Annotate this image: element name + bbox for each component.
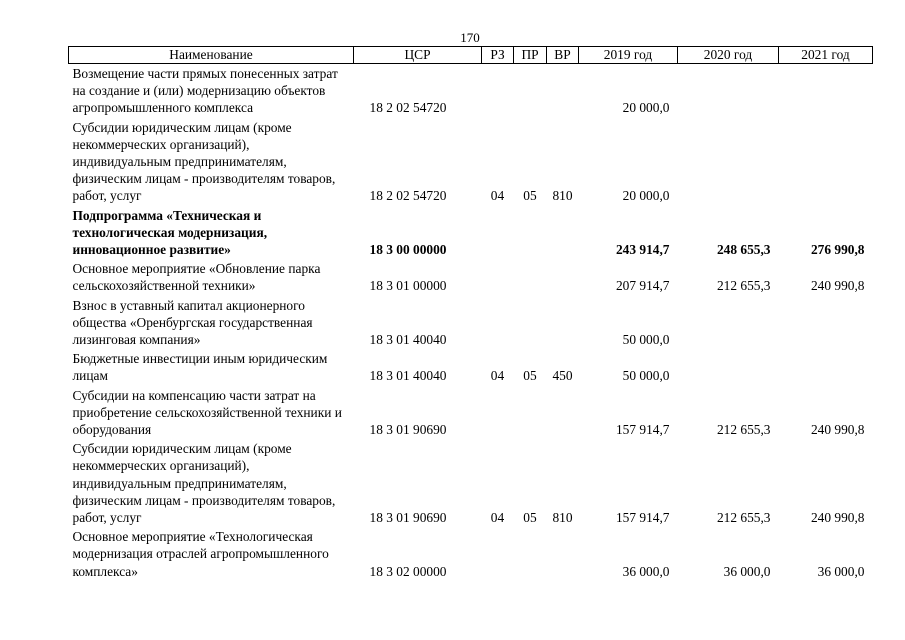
cell-name: Субсидии на компенсацию части затрат на приобретение сельскохозяйственной техники и оборудования [72, 387, 342, 438]
cell-rz [482, 64, 514, 118]
cell-vr: 810 [552, 188, 573, 204]
cell-vr [547, 206, 579, 260]
header-vr: ВР [547, 47, 579, 64]
cell-pr [514, 386, 547, 440]
cell-2020 [678, 349, 779, 385]
cell-pr [514, 527, 547, 581]
cell-rz [482, 206, 514, 260]
cell-vr [547, 259, 579, 295]
cell-vr [547, 386, 579, 440]
cell-2021 [779, 118, 873, 206]
header-name: Наименование [69, 47, 354, 64]
cell-csr: 18 3 00 00000 [369, 242, 447, 258]
cell-2021 [779, 64, 873, 118]
cell-2019: 157 914,7 [615, 422, 670, 438]
cell-2021 [779, 296, 873, 350]
cell-2021: 276 990,8 [810, 242, 865, 258]
header-csr: ЦСР [354, 47, 482, 64]
cell-csr: 18 3 01 00000 [369, 278, 447, 294]
table-row [69, 527, 873, 581]
cell-2020 [678, 118, 779, 206]
cell-rz [482, 386, 514, 440]
table-header-row [69, 47, 873, 64]
cell-2019: 20 000,0 [622, 188, 670, 204]
table-body [69, 64, 873, 581]
cell-vr [547, 64, 579, 118]
header-pr: ПР [514, 47, 547, 64]
cell-2021: 240 990,8 [810, 422, 865, 438]
cell-rz: 04 [490, 368, 505, 384]
cell-2020: 248 655,3 [716, 242, 771, 258]
cell-rz [482, 527, 514, 581]
cell-csr: 18 2 02 54720 [369, 188, 447, 204]
table-row [69, 118, 873, 206]
cell-name: Субсидии юридическим лицам (кроме некоммерческих организаций), индивидуальным предпринимателям, физическим лицам - производителям товаров, работ, услуг [72, 441, 336, 526]
cell-vr: 450 [552, 368, 573, 384]
cell-2020: 212 655,3 [716, 510, 771, 526]
table-row [69, 206, 873, 260]
cell-pr [514, 296, 547, 350]
cell-csr: 18 2 02 54720 [369, 100, 447, 116]
cell-rz: 04 [490, 510, 505, 526]
cell-2019: 50 000,0 [622, 332, 670, 348]
cell-rz [482, 296, 514, 350]
cell-name: Основное мероприятие «Технологическая модернизация отраслей агропромышленного комплекса» [72, 529, 329, 579]
cell-pr [514, 206, 547, 260]
cell-rz: 04 [490, 188, 505, 204]
table-row [69, 296, 873, 350]
cell-name: Подпрограмма «Техническая и технологическая модернизация, инновационное развитие» [72, 207, 268, 258]
cell-pr: 05 [523, 368, 537, 384]
header-2019: 2019 год [579, 47, 678, 64]
cell-2021: 240 990,8 [810, 510, 865, 526]
cell-pr: 05 [523, 510, 537, 526]
cell-name: Основное мероприятие «Обновление парка сельскохозяйственной техники» [72, 261, 321, 294]
table-row [69, 349, 873, 385]
table-row [69, 386, 873, 440]
cell-2019: 50 000,0 [622, 368, 670, 384]
table-row [69, 439, 873, 527]
cell-csr: 18 3 01 40040 [369, 332, 447, 348]
page-number: 170 [460, 30, 480, 45]
cell-name: Возмещение части прямых понесенных затрат на создание и (или) модернизацию объектов агропромышленного комплекса [72, 66, 338, 116]
cell-csr: 18 3 01 90690 [369, 510, 447, 526]
cell-2021: 36 000,0 [817, 563, 865, 579]
table-row [69, 64, 873, 118]
cell-2021 [779, 349, 873, 385]
cell-2019: 36 000,0 [622, 563, 670, 579]
cell-name: Бюджетные инвестиции иным юридическим лицам [72, 351, 328, 384]
cell-2019: 157 914,7 [615, 510, 670, 526]
cell-2020 [678, 296, 779, 350]
cell-2019: 243 914,7 [615, 242, 670, 258]
cell-pr [514, 64, 547, 118]
cell-2019: 20 000,0 [622, 100, 670, 116]
header-2021: 2021 год [779, 47, 873, 64]
cell-vr [547, 296, 579, 350]
cell-rz [482, 259, 514, 295]
header-rz: РЗ [482, 47, 514, 64]
cell-2020: 36 000,0 [723, 563, 771, 579]
cell-csr: 18 3 01 90690 [369, 422, 447, 438]
cell-pr [514, 259, 547, 295]
cell-2020 [678, 64, 779, 118]
budget-table [68, 46, 873, 581]
cell-2020: 212 655,3 [716, 422, 771, 438]
cell-2021: 240 990,8 [810, 278, 865, 294]
cell-2019: 207 914,7 [615, 278, 670, 294]
budget-table-container [68, 46, 872, 581]
cell-vr: 810 [552, 510, 573, 526]
cell-csr: 18 3 01 40040 [369, 368, 447, 384]
cell-csr: 18 3 02 00000 [369, 563, 447, 579]
cell-name: Взнос в уставный капитал акционерного общества «Оренбургская государственная лизинговая компания» [72, 297, 313, 348]
cell-2020: 212 655,3 [716, 278, 771, 294]
header-2020: 2020 год [678, 47, 779, 64]
cell-name: Субсидии юридическим лицам (кроме некоммерческих организаций), индивидуальным предпринимателям, физическим лицам - производителям товаров, работ, услуг [72, 119, 336, 204]
table-row [69, 259, 873, 295]
cell-vr [547, 527, 579, 581]
cell-pr: 05 [523, 188, 537, 204]
